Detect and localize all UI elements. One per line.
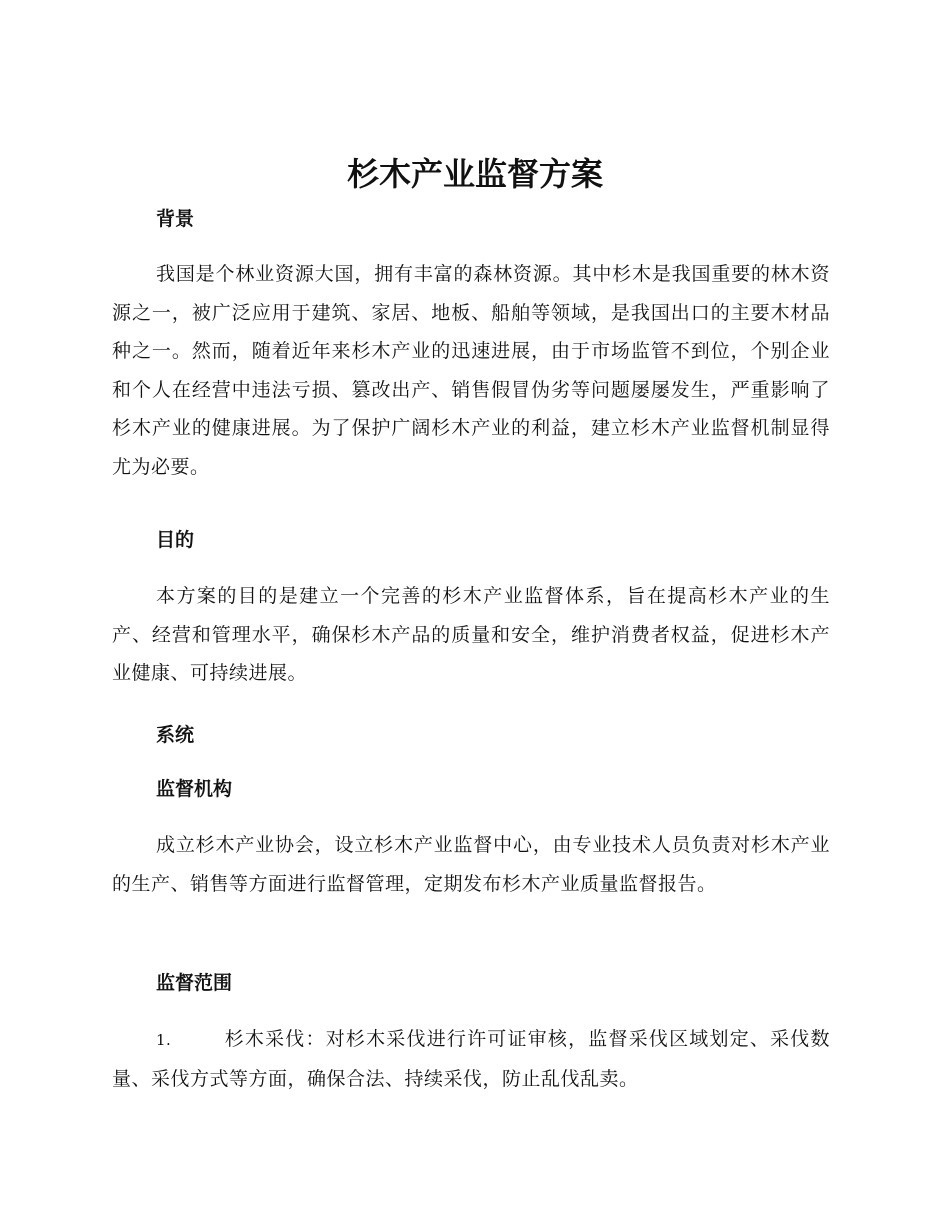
section-heading-agency: 监督机构	[156, 778, 233, 800]
paragraph-background: 我国是个林业资源大国，拥有丰富的森林资源。其中杉木是我国重要的林木资源之一，被广泛应用于建筑、家居、地板、船舶等领域，是我国出口的主要木材品种之一。然而，随着近年来杉木产业的迅速进展，由于市场监管不到位，个别企业和个人在经营中违法亏损、篡改出产、销售假冒伪劣等问题屡屡发生，严重影响了杉木产业的健康进展。为了保护广阔杉木产业的利益，建立杉木产业监督机制显得尤为必要。	[112, 263, 830, 478]
paragraph-purpose: 本方案的目的是建立一个完善的杉木产业监督体系，旨在提高杉木产业的生产、经营和管理水平，确保杉木产品的质量和安全，维护消费者权益，促进杉木产业健康、可持续进展。	[112, 585, 830, 684]
section-heading-background: 背景	[156, 208, 195, 230]
list-item-text: 杉木采伐：对杉木采伐进行许可证审核，监督采伐区域划定、采伐数量、采伐方式等方面，确保合法、持续采伐，防止乱伐乱卖。	[112, 1028, 830, 1090]
list-item-number: 1.	[156, 1031, 172, 1049]
section-heading-system: 系统	[156, 724, 195, 746]
section-heading-scope: 监督范围	[156, 972, 233, 994]
list-item	[112, 1020, 830, 1098]
section-heading-purpose: 目的	[156, 529, 195, 551]
paragraph-agency: 成立杉木产业协会，设立杉木产业监督中心，由专业技术人员负责对杉木产业的生产、销售等方面进行监督管理，定期发布杉木产业质量监督报告。	[112, 834, 830, 895]
document-title: 杉木产业监督方案	[346, 155, 603, 193]
